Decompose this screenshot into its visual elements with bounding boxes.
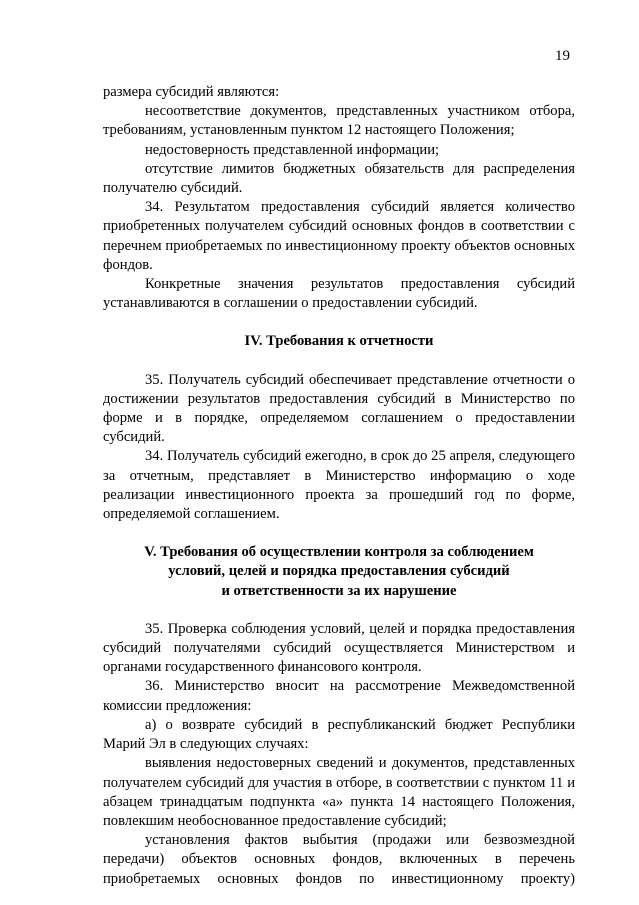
page-number: 19 bbox=[555, 48, 570, 64]
section-heading-line: условий, целей и порядка предоставления субсидий bbox=[168, 563, 510, 580]
paragraph: Конкретные значения результатов предоставления субсидий устанавливаются в соглашении о предоставлении субсидий. bbox=[103, 276, 575, 312]
section-heading-v bbox=[103, 543, 575, 601]
paragraph: отсутствие лимитов бюджетных обязательств для распределения получателю субсидий. bbox=[103, 160, 575, 197]
paragraph: 34. Результатом предоставления субсидий является количество приобретенных получателем субсидий основных фондов в соответствии с перечнем приобретаемых по инвестиционному проекту объектов основных фондов. bbox=[103, 199, 575, 273]
paragraph: несоответствие документов, представленных участником отбора, требованиям, установленным пунктом 12 настоящего Положения; bbox=[103, 103, 575, 139]
paragraph: 35. Проверка соблюдения условий, целей и порядка предоставления субсидий получателями субсидий осуществляется Министерством и органами государственного финансового контроля. bbox=[103, 620, 575, 676]
paragraph: установления фактов выбытия (продажи или безвозмездной передачи) объектов основных фондов, включенных в перечень приобретаемых основных фондов по инвестиционному проекту) bbox=[103, 832, 575, 887]
section-heading-iv: IV. Требования к отчетности bbox=[244, 333, 434, 350]
document-body bbox=[103, 83, 575, 889]
paragraph: а) о возврате субсидий в республиканский бюджет Республики Марий Эл в следующих случаях: bbox=[103, 716, 575, 753]
section-heading-line: и ответственности за их нарушение bbox=[221, 582, 457, 599]
paragraph: недостоверность представленной информации; bbox=[145, 141, 440, 158]
paragraph: выявления недостоверных сведений и документов, представленных получателем субсидий для участия в отборе, в соответствии с пунктом 11 и абзацем тринадцатым подпункта «а» пункта 14 настоящего Положения, повлекшим необоснованное предоставление субсидий; bbox=[103, 755, 575, 829]
paragraph: 36. Министерство вносит на рассмотрение Межведомственной комиссии предложения: bbox=[103, 678, 575, 714]
paragraph: 34. Получатель субсидий ежегодно, в срок до 25 апреля, следующего за отчетным, представляет в Министерство информацию о ходе реализации инвестиционного проекта за прошедший год по форме, определяемой соглашением. bbox=[103, 448, 575, 523]
paragraph: размера субсидий являются: bbox=[103, 84, 280, 100]
paragraph: 35. Получатель субсидий обеспечивает представление отчетности о достижении результатов предоставления субсидий в Министерство по форме и в порядке, определяемом соглашением о предоставлении субсидий. bbox=[103, 371, 575, 446]
section-heading-line: V. Требования об осуществлении контроля за соблюдением bbox=[144, 544, 534, 561]
